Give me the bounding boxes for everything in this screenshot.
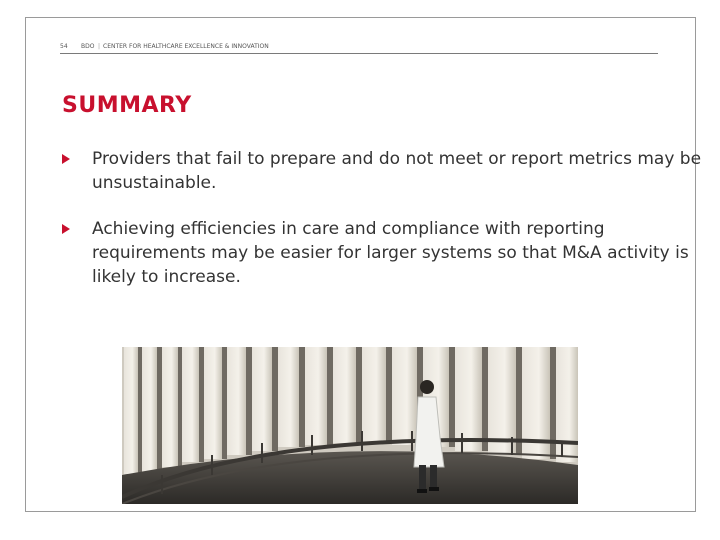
org-name: BDO xyxy=(81,43,95,50)
hospital-corridor-photo xyxy=(122,347,578,504)
triangle-bullet-icon xyxy=(62,224,70,234)
header-divider xyxy=(60,53,658,54)
bullet-text: Providers that fail to prepare and do not meet or report metrics may be unsustainable. xyxy=(92,149,702,193)
bullet-item xyxy=(62,147,702,195)
bullet-item xyxy=(62,217,702,289)
bullet-list xyxy=(62,147,702,311)
page-title: SUMMARY xyxy=(62,93,192,118)
header-separator: | xyxy=(98,43,101,50)
page-number: 54 xyxy=(60,43,68,50)
triangle-bullet-icon xyxy=(62,154,70,164)
center-name: CENTER FOR HEALTHCARE EXCELLENCE & INNOVATION xyxy=(103,43,269,50)
bullet-text: Achieving efficiencies in care and compliance with reporting requirements may be easier for larger systems so that M&A activity is likely to increase. xyxy=(92,219,689,287)
